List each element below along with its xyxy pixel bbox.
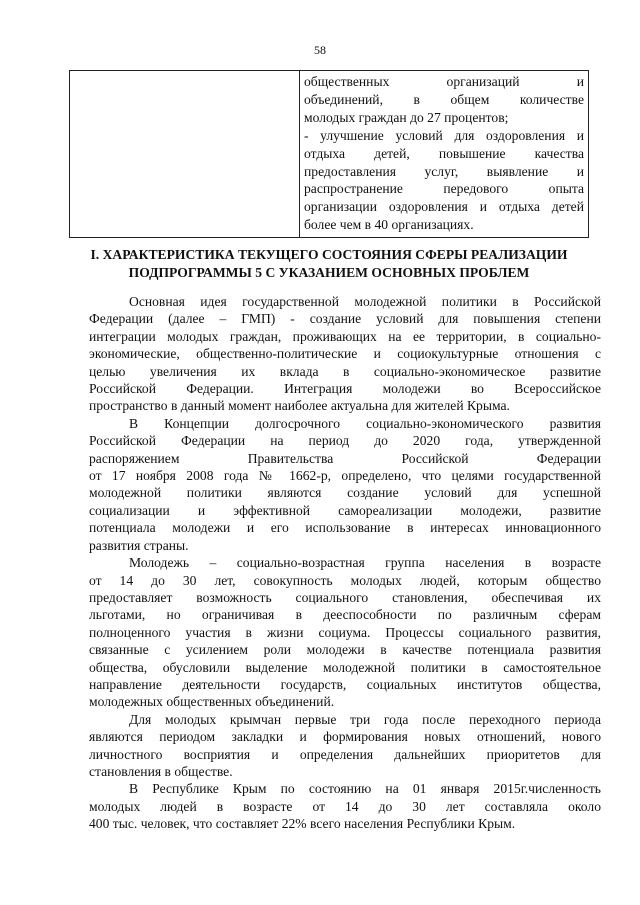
paragraph-line: Российской Федерации. Интеграция молодежи во Всероссийское (89, 381, 601, 397)
page-number: 58 (314, 43, 326, 57)
table-text-line: - улучшение условий для оздоровления и (304, 127, 584, 143)
paragraph (89, 415, 601, 554)
paragraph (89, 293, 601, 415)
section-heading (69, 246, 589, 282)
table-cell-text (300, 71, 589, 238)
table-text-line: молодых граждан до 27 процентов; (304, 109, 509, 125)
paragraph-line: предоставляет возможность социального становления, обеспечивая их (89, 589, 601, 605)
table-text-line: предоставления услуг, выявление и (304, 163, 584, 179)
table-row (70, 71, 589, 238)
paragraph-line: льготами, но ограничивая в дееспособности по различным сферам (89, 607, 601, 623)
paragraph-line: общества, обусловили выделение молодежной политики в самостоятельное (89, 659, 601, 675)
paragraph-line: от 14 до 30 лет, совокупность молодых людей, которым общество (89, 572, 601, 588)
paragraph (89, 711, 601, 781)
section-heading-line-1: I. ХАРАКТЕРИСТИКА ТЕКУЩЕГО СОСТОЯНИЯ СФЕРЫ РЕАЛИЗАЦИИ (90, 247, 568, 262)
paragraph-line: экономические, общественно-политические и социокультурные отношения с (89, 346, 601, 362)
paragraph-line: молодежной политики являются создание условий для успешной (89, 485, 601, 501)
paragraph-line: молодых людей в возрасте от 14 до 30 лет составляла около (89, 798, 601, 814)
paragraph-line: направление деятельности государств, социальных институтов общества, (89, 676, 601, 692)
paragraph-line: распоряжением Правительства Российской Федерации (89, 450, 601, 466)
paragraph-line: социализации и эффективной самореализации молодежи, развитие (89, 502, 601, 518)
paragraph-line: интеграции молодых граждан, проживающих на ее территории, в социально- (89, 328, 601, 344)
table-text-line: организации оздоровления и отдыха детей (304, 199, 584, 215)
table-text-line: объединений, в общем количестве (304, 91, 584, 107)
paragraph-line: полноценного участия в жизни социума. Процессы социального развития, (89, 624, 601, 640)
paragraph-line: пространство в данный момент наиболее актуальна для жителей Крыма. (89, 398, 510, 414)
table-text-line: отдыха детей, повышение качества (304, 145, 584, 161)
paragraph-line: Федерации (далее – ГМП) - создание условий для повышения степени (89, 311, 601, 327)
paragraph-line: личностного восприятия и определения дальнейших приоритетов для (89, 746, 601, 762)
paragraph-line: целью увеличения их вклада в социально-экономическое развитие (89, 363, 601, 379)
table-text-line: общественных организаций и (304, 74, 584, 89)
paragraph-line: 400 тыс. человек, что составляет 22% всего населения Республики Крым. (89, 816, 516, 832)
table-cell-empty (70, 71, 300, 238)
paragraph-line: развития страны. (89, 537, 189, 553)
paragraph-line: В Концепции долгосрочного социально-экономического развития (129, 415, 601, 431)
paragraph-line: Молодежь – социально-возрастная группа населения в возрасте (129, 555, 601, 571)
paragraph-line: от 17 ноября 2008 года № 1662-р, определено, что целями государственной (89, 468, 601, 484)
table-text-line: более чем в 40 организациях. (304, 217, 474, 233)
table-cell-lines (300, 71, 588, 237)
body-text (89, 293, 601, 833)
paragraph-line: В Республике Крым по состоянию на 01 января 2015г.численность (129, 781, 601, 797)
paragraph (89, 780, 601, 832)
paragraph-line: потенциала молодежи и его использование в интересах инновационного (89, 520, 601, 536)
paragraph (89, 554, 601, 711)
table-text-line: распространение передового опыта (304, 181, 584, 197)
paragraph-line: Для молодых крымчан первые три года после переходного периода (129, 711, 601, 727)
paragraph-line: являются периодом закладки и формирования новых отношений, нового (89, 729, 601, 745)
paragraph-line: связанные с усилением роли молодежи в качестве потенциала развития (89, 642, 601, 658)
section-heading-line-2: ПОДПРОГРАММЫ 5 С УКАЗАНИЕМ ОСНОВНЫХ ПРОБЛЕМ (128, 265, 530, 280)
continuation-table (69, 70, 589, 238)
paragraph-line: Основная идея государственной молодежной политики в Российской (129, 294, 601, 309)
paragraph-line: Российской Федерации на период до 2020 года, утвержденной (89, 433, 601, 449)
paragraph-line: становления в обществе. (89, 763, 233, 779)
paragraph-line: молодежных общественных объединений. (89, 694, 335, 710)
